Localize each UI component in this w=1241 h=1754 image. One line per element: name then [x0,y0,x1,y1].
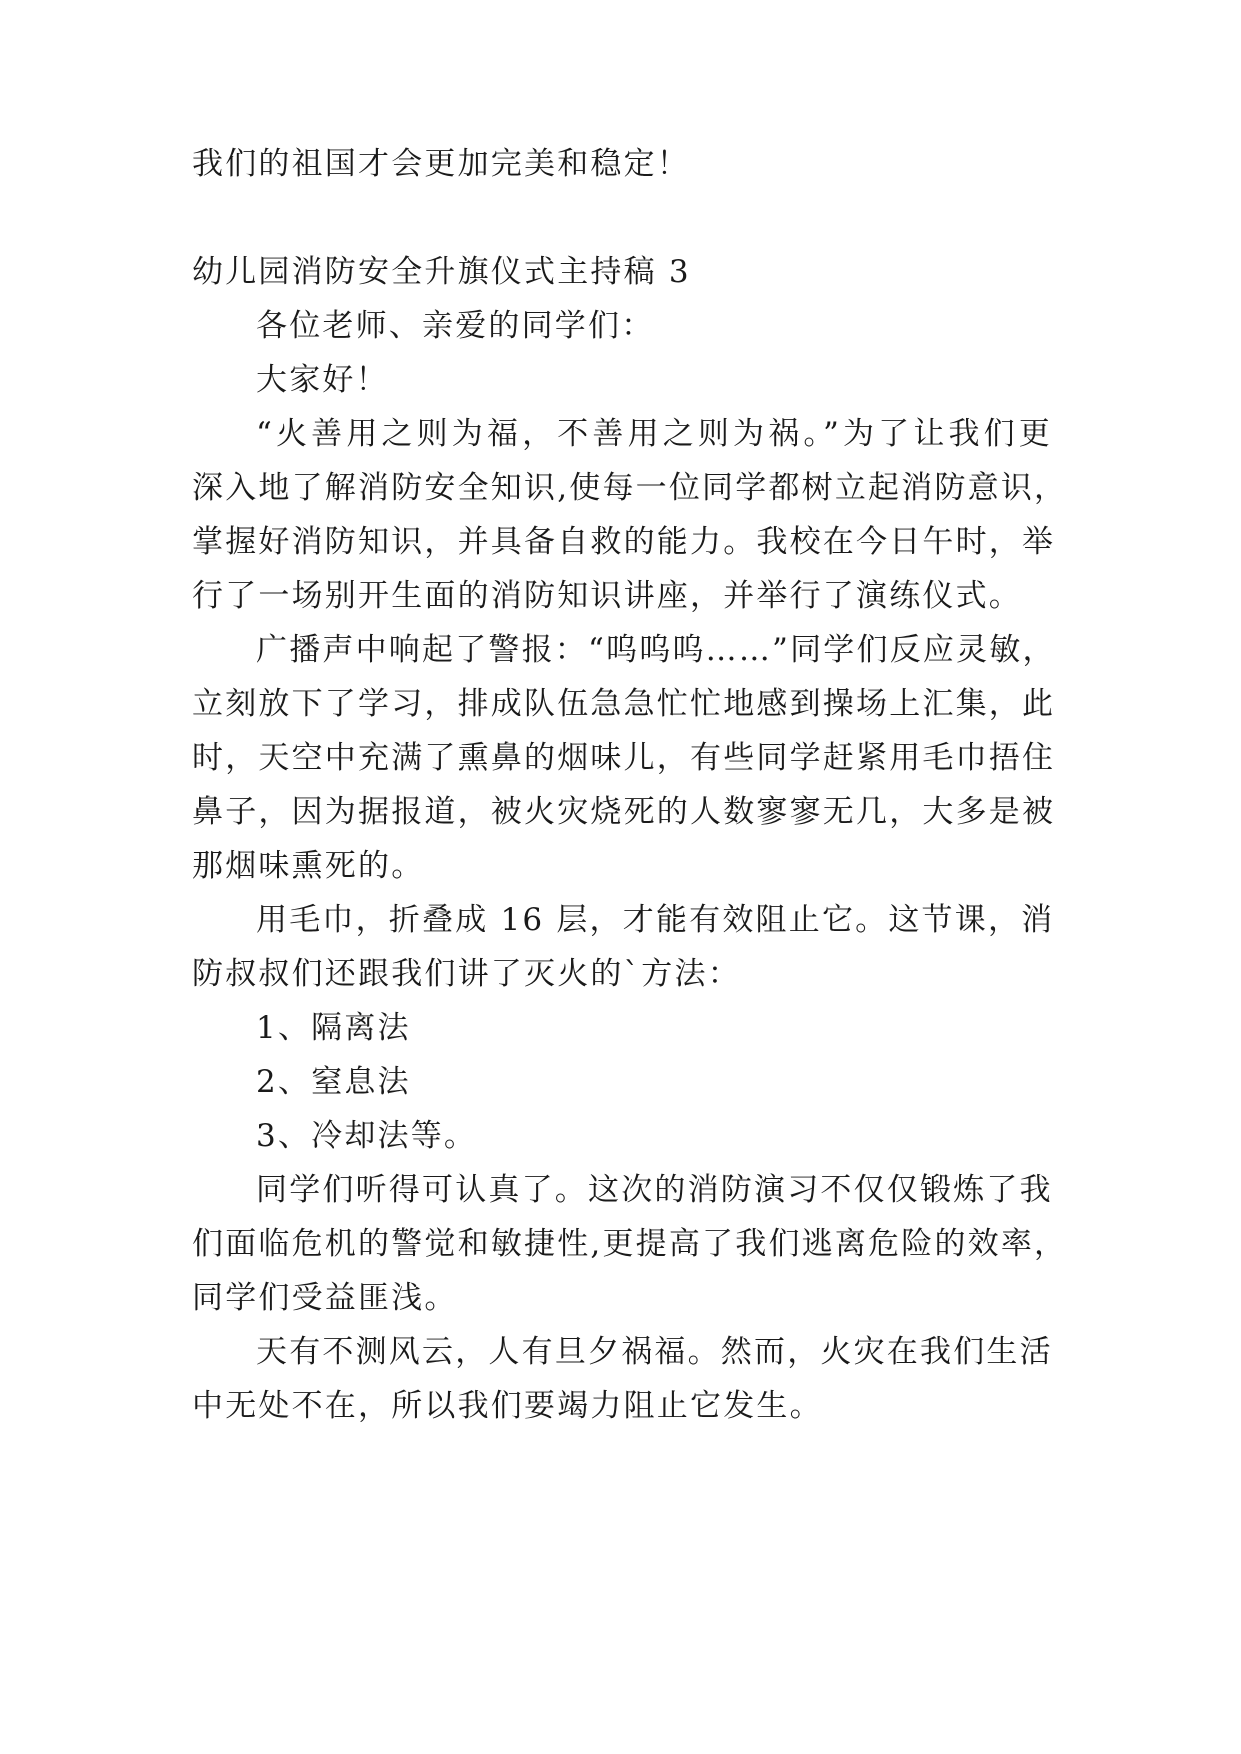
paragraph-1-line-4: 行了一场别开生面的消防知识讲座，并举行了演练仪式。 [192,578,1022,614]
list-item-3: 3、冷却法等。 [256,1118,478,1154]
paragraph-4-line-3: 同学们受益匪浅。 [192,1280,458,1316]
paragraph-3-line-1: 用毛巾，折叠成 16 层，才能有效阻止它。这节课，消 [256,902,1055,938]
paragraph-1-line-2: 深入地了解消防安全知识,使每一位同学都树立起消防意识， [192,470,1068,506]
paragraph-4-line-1: 同学们听得可认真了。这次的消防演习不仅仅锻炼了我 [256,1172,1053,1208]
paragraph-1-line-1: “火善用之则为福，不善用之则为祸。”为了让我们更 [256,416,1052,452]
paragraph-4-line-2: 们面临危机的警觉和敏捷性,更提高了我们逃离危险的效率， [192,1226,1068,1262]
paragraph-2-line-3: 时，天空中充满了熏鼻的烟味儿，有些同学赶紧用毛巾捂住 [192,740,1056,776]
document-title: 幼儿园消防安全升旗仪式主持稿 3 [192,254,691,290]
paragraph-5-line-2: 中无处不在，所以我们要竭力阻止它发生。 [192,1388,823,1424]
paragraph-3-line-2: 防叔叔们还跟我们讲了灭火的`方法： [192,956,741,992]
paragraph-2-line-1: 广播声中响起了警报：“呜呜呜……”同学们反应灵敏， [256,632,1056,668]
closing-line: 我们的祖国才会更加完美和稳定！ [192,146,690,182]
paragraph-5-line-1: 天有不测风云，人有旦夕祸福。然而，火灾在我们生活 [256,1334,1053,1370]
salutation: 各位老师、亲爱的同学们： [256,308,655,344]
paragraph-2-line-5: 那烟味熏死的。 [192,848,425,884]
list-item-1: 1、隔离法 [256,1010,411,1046]
paragraph-2-line-2: 立刻放下了学习，排成队伍急急忙忙地感到操场上汇集，此 [192,686,1056,722]
list-item-2: 2、窒息法 [256,1064,411,1100]
paragraph-2-line-4: 鼻子，因为据报道，被火灾烧死的人数寥寥无几，大多是被 [192,794,1056,830]
paragraph-1-line-3: 掌握好消防知识，并具备自救的能力。我校在今日午时，举 [192,524,1056,560]
greeting: 大家好！ [256,362,389,398]
